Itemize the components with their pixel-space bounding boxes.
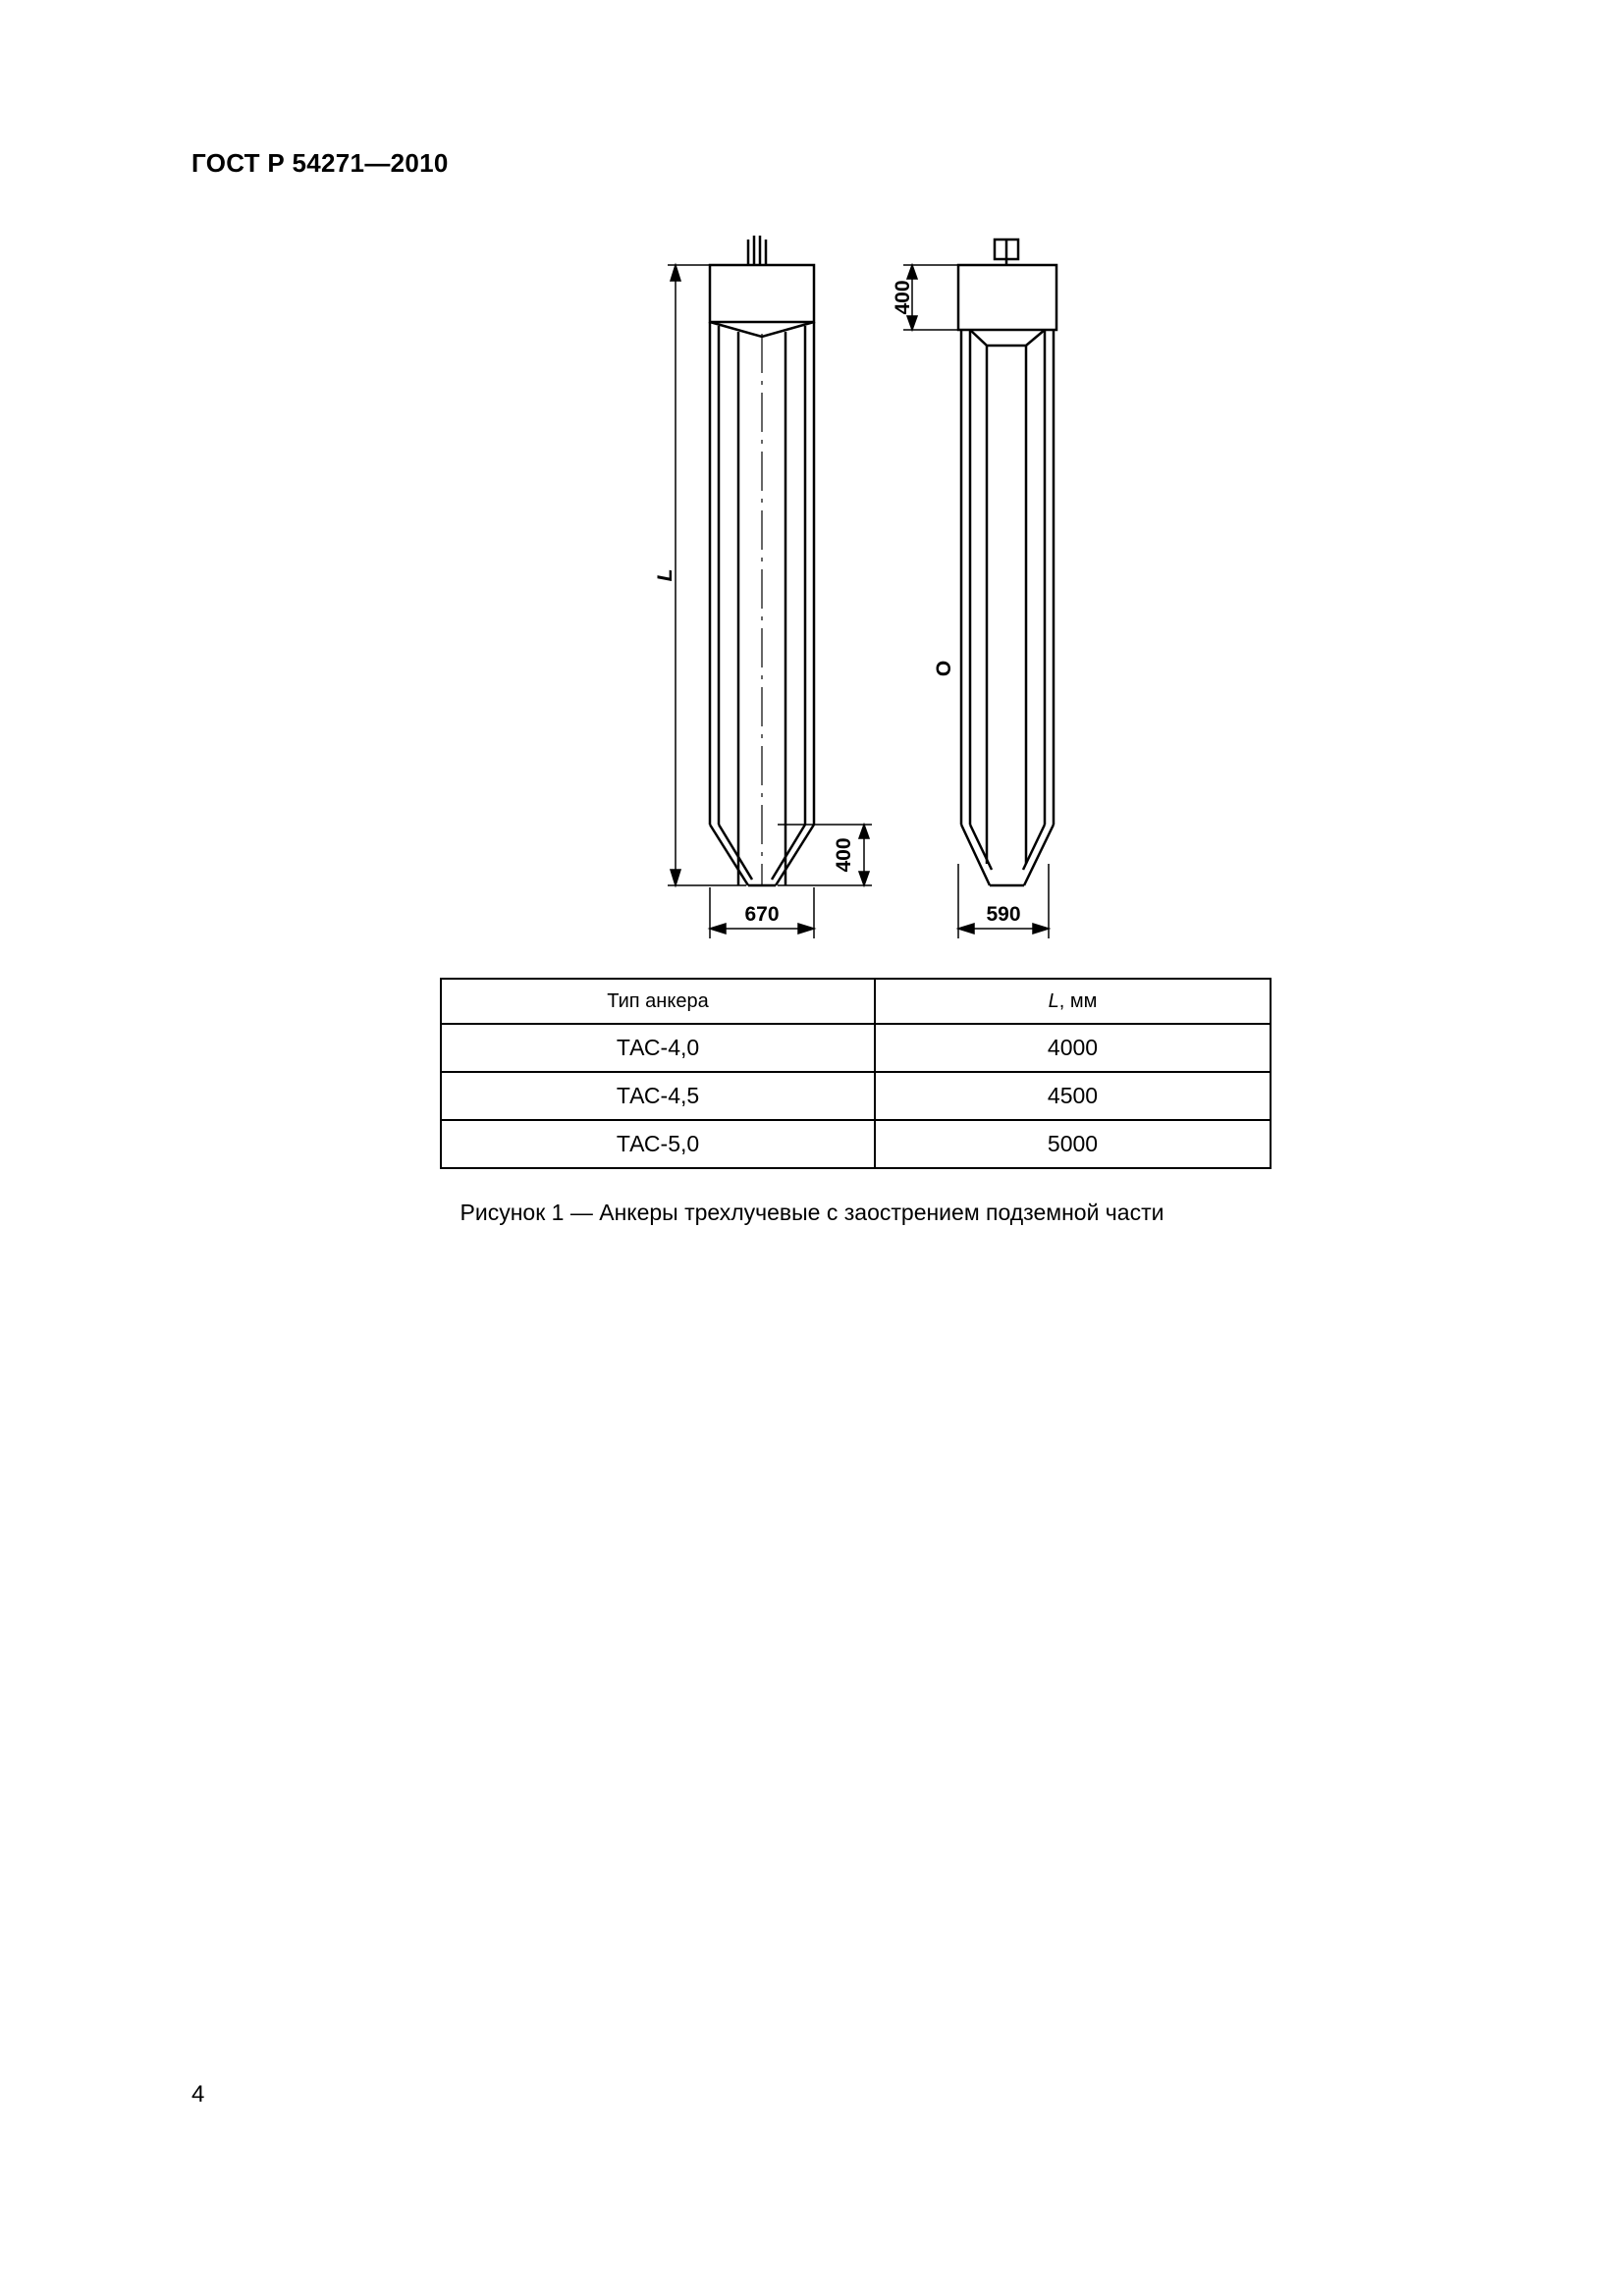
cell-length: 4000 (875, 1024, 1271, 1072)
figure-caption: Рисунок 1 — Анкеры трехлучевые с заострением подземной части (460, 1200, 1164, 1225)
length-label: L (654, 568, 677, 582)
anchor-drawing (0, 0, 1624, 962)
document-header: ГОСТ Р 54271—2010 (191, 148, 449, 178)
cell-length: 4500 (875, 1072, 1271, 1120)
cell-length: 5000 (875, 1120, 1271, 1168)
side-view (958, 240, 1056, 885)
front-view (710, 236, 814, 885)
side-width-label: 590 (986, 903, 1021, 926)
cell-type: ТАС-5,0 (441, 1120, 875, 1168)
header-length-unit: , мм (1058, 989, 1098, 1012)
table-row (441, 1120, 1271, 1168)
side-width-dimension (958, 864, 1049, 938)
header-length-symbol: L (1048, 989, 1059, 1012)
tip-height-label: 400 (833, 837, 855, 873)
anchor-types-table (440, 978, 1272, 1169)
table-header-row (441, 979, 1271, 1024)
table-row (441, 1024, 1271, 1072)
length-dimension (668, 265, 746, 885)
header-length (875, 979, 1271, 1024)
cell-type: ТАС-4,5 (441, 1072, 875, 1120)
cell-type: ТАС-4,0 (441, 1024, 875, 1072)
header-type: Тип анкера (441, 979, 875, 1024)
head-height-label: 400 (892, 280, 914, 315)
front-width-label: 670 (744, 903, 780, 926)
tip-height-dimension (778, 825, 872, 885)
page-number: 4 (191, 2081, 205, 2108)
table-row (441, 1072, 1271, 1120)
section-mark: О (933, 660, 955, 677)
